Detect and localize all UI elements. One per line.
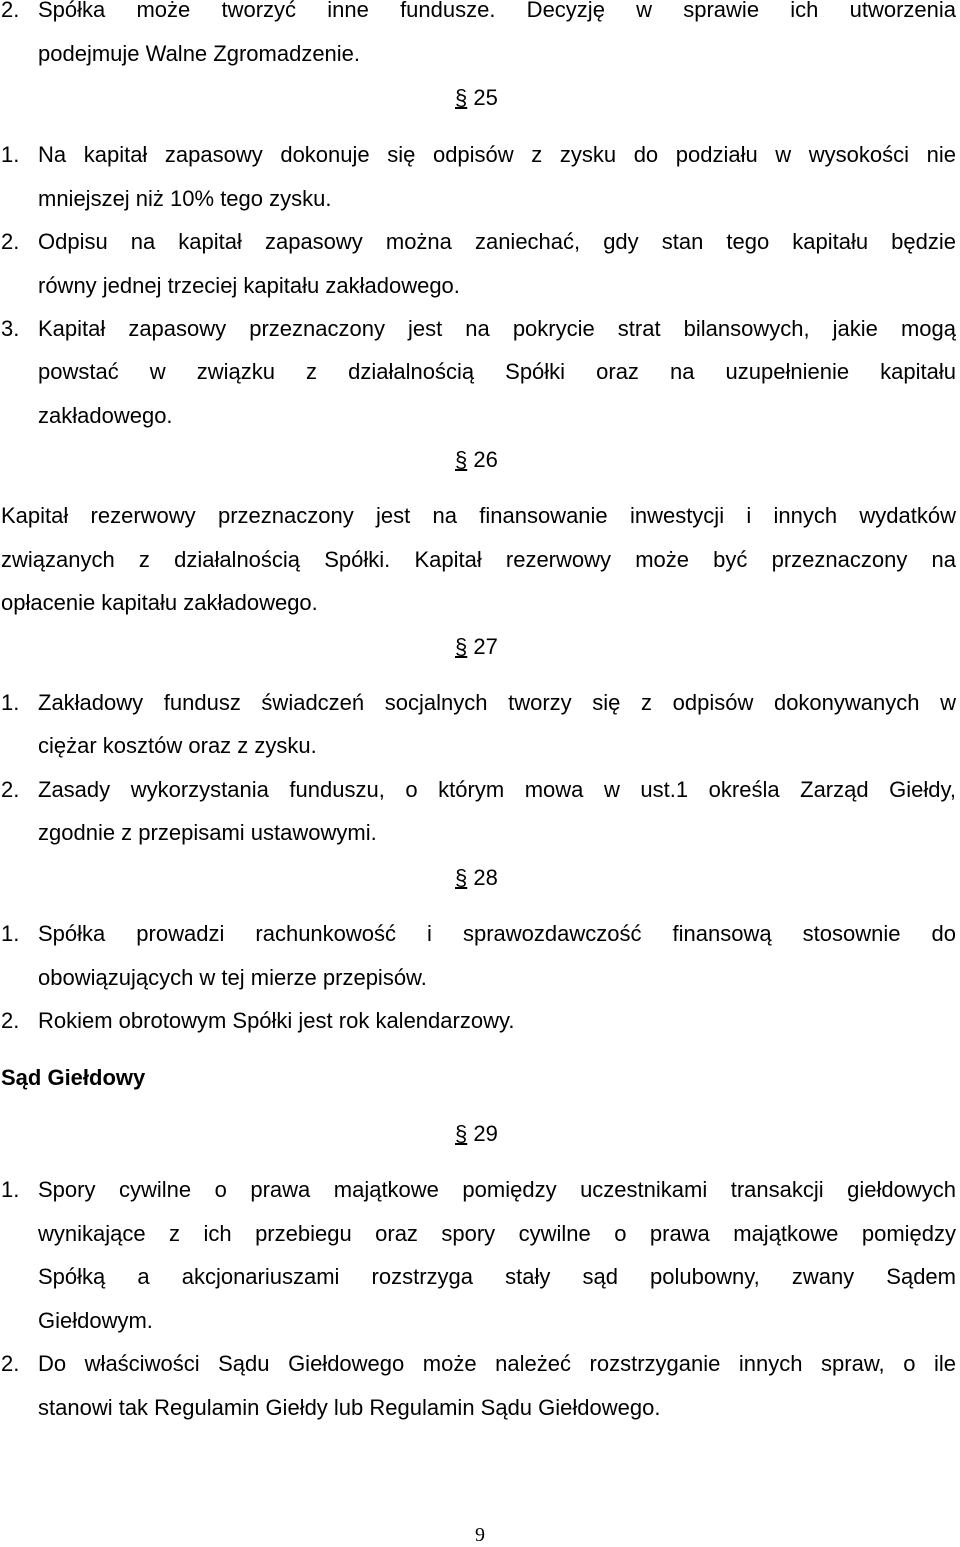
section-symbol: § [455, 1121, 468, 1146]
item-number: 3. [1, 316, 20, 341]
section-heading-27 [455, 634, 498, 660]
section-symbol: § [455, 634, 468, 659]
paragraph-line: podejmuje Walne Zgromadzenie. [38, 41, 361, 66]
paragraph-line: Spółka prowadzi rachunkowość i sprawozdawczość finansową stosownie do [38, 921, 956, 946]
paragraph-line: wynikające z ich przebiegu oraz spory cywilne o prawa majątkowe pomiędzy [38, 1221, 956, 1246]
paragraph-line: ciężar kosztów oraz z zysku. [38, 733, 317, 758]
page-number: 9 [475, 1524, 485, 1546]
paragraph-line: opłacenie kapitału zakładowego. [1, 590, 318, 615]
paragraph-line: mniejszej niż 10% tego zysku. [38, 186, 332, 211]
paragraph-line: Do właściwości Sądu Giełdowego może należeć rozstrzyganie innych spraw, o ile [38, 1351, 956, 1376]
paragraph-line: stanowi tak Regulamin Giełdy lub Regulamin Sądu Giełdowego. [38, 1395, 661, 1420]
paragraph-line: Spółką a akcjonariuszami rozstrzyga stały sąd polubowny, zwany Sądem [38, 1264, 956, 1289]
section-heading-25 [455, 85, 498, 111]
paragraph-line: Spółka może tworzyć inne fundusze. Decyzję w sprawie ich utworzenia [38, 0, 956, 22]
paragraph-line: Giełdowym. [38, 1308, 153, 1333]
paragraph-line: zakładowego. [38, 403, 173, 428]
section-number: 27 [473, 634, 498, 659]
paragraph-line: Zasady wykorzystania funduszu, o którym mowa w ust.1 określa Zarząd Giełdy, [38, 777, 956, 802]
section-symbol: § [455, 865, 468, 890]
item-number: 2. [1, 1351, 20, 1376]
paragraph-line: obowiązujących w tej mierze przepisów. [38, 965, 427, 990]
section-heading-26 [455, 447, 498, 473]
item-number: 2. [1, 777, 20, 802]
item-number: 1. [1, 142, 20, 167]
item-number: 2. [1, 0, 20, 22]
item-number: 1. [1, 921, 20, 946]
paragraph-line: powstać w związku z działalnością Spółki oraz na uzupełnienie kapitału [38, 359, 956, 384]
item-number: 1. [1, 1177, 20, 1202]
paragraph-line: związanych z działalnością Spółki. Kapitał rezerwowy może być przeznaczony na [1, 547, 956, 572]
section-symbol: § [455, 447, 468, 472]
paragraph-line: Zakładowy fundusz świadczeń socjalnych tworzy się z odpisów dokonywanych w [38, 690, 956, 715]
item-number: 2. [1, 1008, 20, 1033]
paragraph-line: Spory cywilne o prawa majątkowe pomiędzy uczestnikami transakcji giełdowych [38, 1177, 956, 1202]
section-number: 26 [473, 447, 498, 472]
item-number: 1. [1, 690, 20, 715]
paragraph-line: zgodnie z przepisami ustawowymi. [38, 820, 377, 845]
section-number: 28 [473, 865, 498, 890]
chapter-heading: Sąd Giełdowy [1, 1065, 146, 1090]
paragraph-line: Rokiem obrotowym Spółki jest rok kalendarzowy. [38, 1008, 515, 1033]
paragraph-line: Na kapitał zapasowy dokonuje się odpisów z zysku do podziału w wysokości nie [38, 142, 956, 167]
section-symbol: § [455, 85, 468, 110]
section-heading-28 [455, 865, 498, 891]
section-heading-29 [455, 1121, 498, 1147]
paragraph-line: Odpisu na kapitał zapasowy można zaniechać, gdy stan tego kapitału będzie [38, 229, 956, 254]
paragraph-line: Kapitał zapasowy przeznaczony jest na pokrycie strat bilansowych, jakie mogą [38, 316, 956, 341]
section-number: 25 [473, 85, 498, 110]
section-number: 29 [473, 1121, 498, 1146]
item-number: 2. [1, 229, 20, 254]
paragraph-line: Kapitał rezerwowy przeznaczony jest na finansowanie inwestycji i innych wydatków [1, 503, 956, 528]
paragraph-line: równy jednej trzeciej kapitału zakładowego. [38, 273, 460, 298]
